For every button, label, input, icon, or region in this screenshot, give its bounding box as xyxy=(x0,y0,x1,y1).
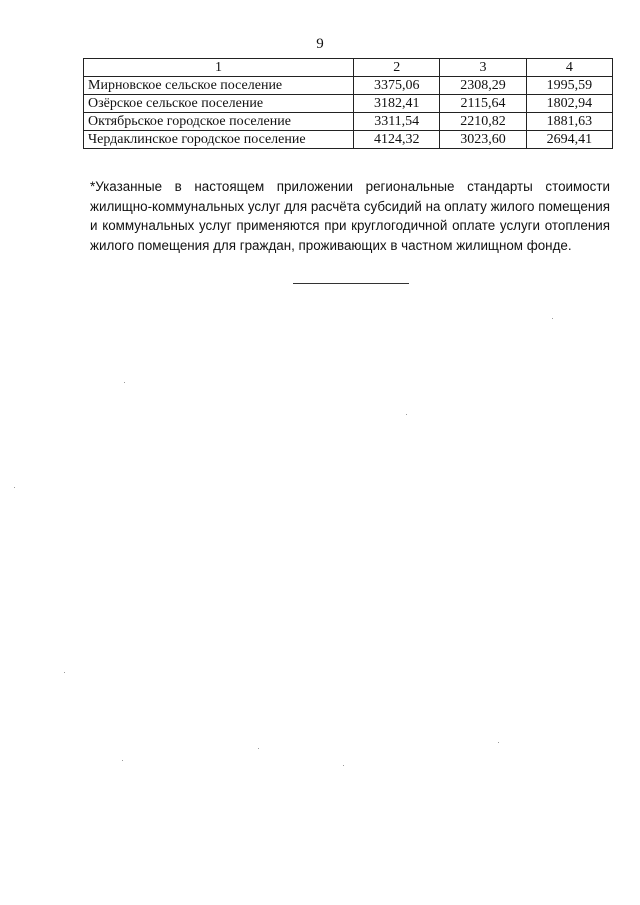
scan-speck xyxy=(552,318,553,319)
scan-speck xyxy=(498,742,499,743)
scan-speck xyxy=(122,760,123,761)
table-cell: 2115,64 xyxy=(440,95,526,113)
table-row xyxy=(84,95,613,113)
table-cell: 4124,32 xyxy=(354,131,440,149)
scan-speck xyxy=(64,672,65,673)
scan-speck xyxy=(124,382,125,383)
settlement-name: Озёрское сельское поселение xyxy=(84,95,354,113)
settlement-name: Мирновское сельское поселение xyxy=(84,77,354,95)
table-cell: 1995,59 xyxy=(526,77,612,95)
settlement-name: Чердаклинское городское поселение xyxy=(84,131,354,149)
settlement-name: Октябрьское городское поселение xyxy=(84,113,354,131)
table-row xyxy=(84,131,613,149)
table-cell: 1881,63 xyxy=(526,113,612,131)
footnote: *Указанные в настоящем приложении региональные стандарты стоимости жилищно-коммунальных услуг для расчёта субсидий на оплату жилого помещения и коммунальных услуг применяются при круглогодичной оплате услуги отопления жилого помещения для граждан, проживающих в частном жилищном фонде. xyxy=(90,179,610,253)
table-cell: 3375,06 xyxy=(354,77,440,95)
page-number: 9 xyxy=(316,36,324,52)
table-cell: 2210,82 xyxy=(440,113,526,131)
table-row xyxy=(84,113,613,131)
standards-table xyxy=(83,58,613,149)
column-header: 4 xyxy=(526,59,612,77)
column-header: 1 xyxy=(84,59,354,77)
scan-speck xyxy=(406,414,407,415)
scan-speck xyxy=(258,748,259,749)
table-cell: 2694,41 xyxy=(526,131,612,149)
table-cell: 1802,94 xyxy=(526,95,612,113)
column-header: 2 xyxy=(354,59,440,77)
scan-speck xyxy=(343,765,344,766)
scan-speck xyxy=(14,487,15,488)
table-cell: 3182,41 xyxy=(354,95,440,113)
end-of-document-rule xyxy=(293,283,409,284)
table-cell: 2308,29 xyxy=(440,77,526,95)
table-header-row xyxy=(84,59,613,77)
table-cell: 3311,54 xyxy=(354,113,440,131)
table-cell: 3023,60 xyxy=(440,131,526,149)
table-row xyxy=(84,77,613,95)
column-header: 3 xyxy=(440,59,526,77)
